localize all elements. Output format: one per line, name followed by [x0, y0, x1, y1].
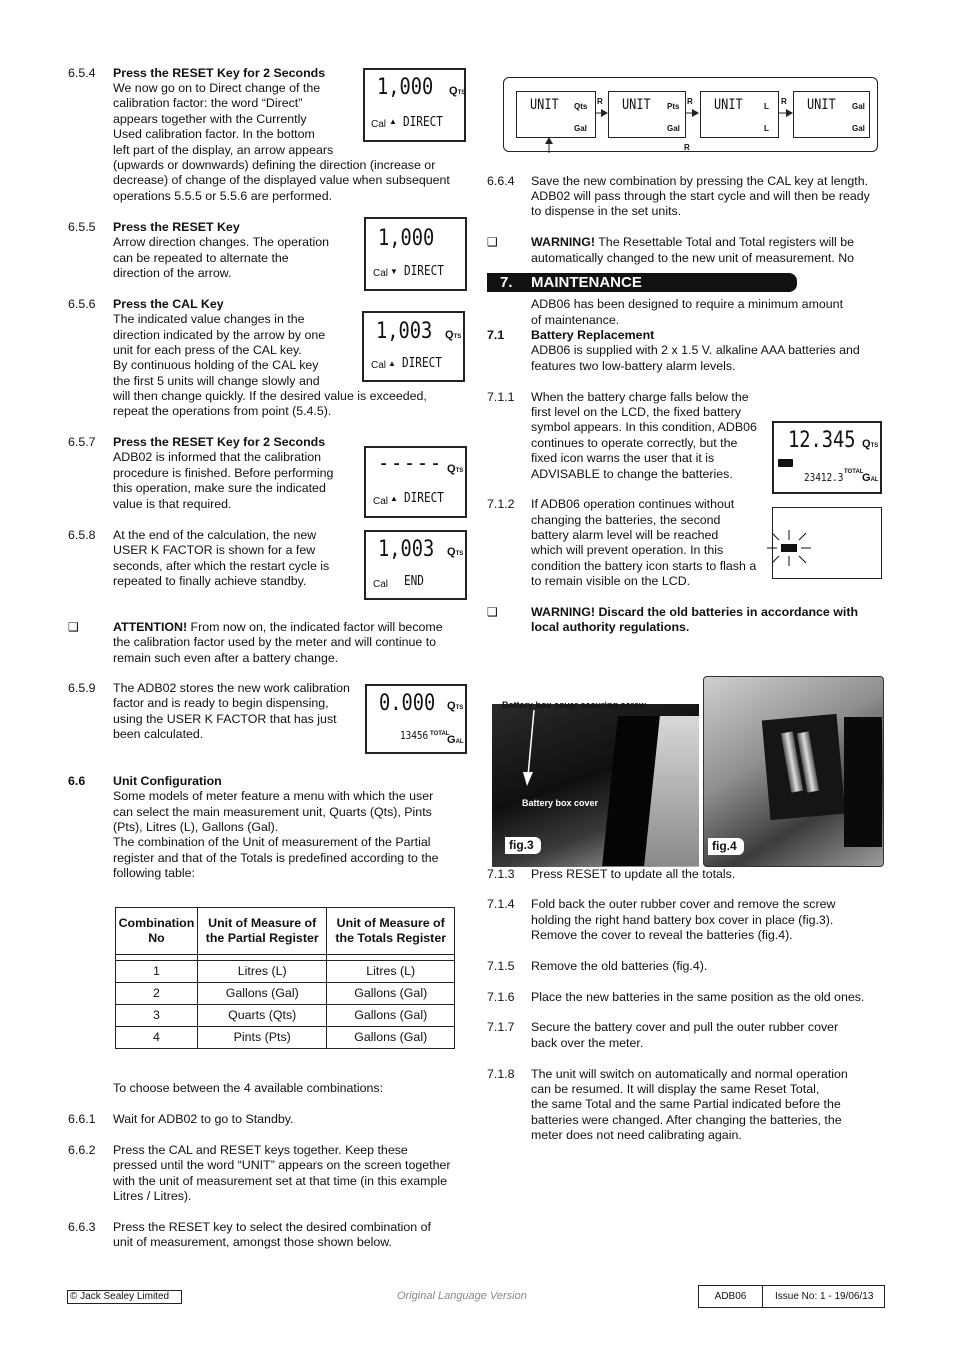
lcd-unit: QTS [445, 329, 462, 341]
text-line: (Pts), Litres (L), Gallons (Gal). [113, 820, 279, 834]
text-line: When the battery charge falls below the [531, 390, 749, 404]
choose-intro: To choose between the 4 available combinations: [113, 1081, 384, 1095]
footer-doc-info [698, 1285, 885, 1308]
lcd-display [362, 311, 465, 382]
text-line: Used calibration factor. In the bottom [113, 127, 315, 141]
figure-label: fig.4 [708, 838, 744, 855]
text-line: battery alarm level will be reached [531, 528, 719, 542]
section-number: 6.6 [68, 774, 86, 788]
lcd-mode: DIRECT [402, 356, 442, 371]
partial-unit: L [764, 102, 769, 111]
text-line: will then change quickly. If the desired value is exceeded, [113, 389, 427, 403]
text-line: using the USER K FACTOR that has just [113, 712, 337, 726]
lcd-display [772, 421, 882, 494]
text-line: direction of the arrow. [113, 266, 232, 280]
text-line: batteries were changed. After changing the batteries, the [531, 1113, 842, 1127]
figure-3-photo [492, 676, 699, 867]
footer-copyright: © Jack Sealey Limited [67, 1290, 182, 1304]
lcd-unit-total: GAL [862, 472, 879, 484]
reset-label: R [781, 97, 787, 106]
table-row [116, 961, 455, 983]
text-line: Save the new combination by pressing the CAL key at length. [531, 174, 869, 188]
text-line: procedure is finished. Before performing [113, 466, 334, 480]
lcd-value: 1,000 [377, 75, 434, 100]
text-line: continues to operate correctly, but the [531, 436, 738, 450]
section-number: 7.1.1 [487, 390, 515, 404]
table-cell: 1 [116, 961, 198, 983]
lcd-total-label: TOTAL [844, 469, 864, 475]
lcd-mode: DIRECT [403, 115, 443, 130]
section-number: 7.1.3 [487, 867, 515, 881]
flashing-battery-icon [763, 522, 823, 572]
text-line: remain such even after a battery change. [113, 651, 339, 665]
text-line: Litres / Litres). [113, 1189, 192, 1203]
table-cell: Litres (L) [197, 961, 327, 983]
text-line: to dispense in the set units. [531, 204, 682, 218]
table-cell: Gallons (Gal) [327, 983, 455, 1005]
unit-cycle-diagram [503, 77, 878, 152]
text-line: The indicated value changes in the [113, 312, 305, 326]
section-header-maintenance [487, 273, 797, 292]
section-number: 6.5.8 [68, 528, 96, 542]
text-line: holding the right hand battery box cover in place (fig.3). [531, 913, 834, 927]
text-line: unit of measurement, amongst those shown below. [113, 1235, 392, 1249]
column-header: Unit of Measure of the Partial Register [197, 908, 327, 955]
table-row [116, 1005, 455, 1027]
battery-icon [778, 459, 793, 467]
lcd-unit: QTS [447, 546, 464, 558]
section-number: 7.1.2 [487, 497, 515, 511]
text-line: pressed until the word “UNIT” appears on the screen together [113, 1158, 451, 1172]
text-line: symbol appears. In this condition, ADB06 [531, 420, 757, 434]
text-line: By continuous holding of the CAL key [113, 358, 319, 372]
section-number: 6.5.4 [68, 66, 96, 80]
text-line: fixed icon warns the user that it is [531, 451, 715, 465]
text-line: can be repeated to alternate the [113, 251, 289, 265]
text-line: which will prevent operation. In this [531, 543, 724, 557]
text-line: can be resumed. It will display the same Reset Total, [531, 1082, 820, 1096]
section-heading: Press the RESET Key for 2 Seconds [113, 66, 326, 80]
unit-panel [608, 91, 686, 138]
lcd-display [364, 446, 467, 518]
text-line: the same Total and the same Partial indicated before the [531, 1097, 841, 1111]
section-number: 6.5.5 [68, 220, 96, 234]
text-line: meter does not need calibrating again. [531, 1128, 742, 1142]
text-line: We now go on to Direct change of the [113, 81, 321, 95]
lcd-display [365, 684, 467, 754]
text-line: decrease) of change of the displayed value when subsequent [113, 173, 450, 187]
section-heading: Unit Configuration [113, 774, 222, 788]
lcd-cal-label: Cal [373, 496, 389, 507]
table-cell: Pints (Pts) [197, 1027, 327, 1049]
text-line: the first 5 units will change slowly and [113, 374, 320, 388]
section-number: 7.1.5 [487, 959, 515, 973]
section-number: 6.5.6 [68, 297, 96, 311]
text-line: appears together with the Currently [113, 112, 307, 126]
text-line: ADVISABLE to change the batteries. [531, 467, 733, 481]
section-title: MAINTENANCE [531, 274, 642, 291]
total-unit: Gal [574, 124, 587, 133]
lcd-unit: QTS [447, 463, 464, 475]
text-line: following table: [113, 866, 195, 880]
section-number: 7. [500, 274, 513, 291]
partial-unit: Gal [852, 102, 865, 111]
reset-label: R [684, 144, 690, 152]
lcd-unit: QTS [862, 438, 879, 450]
unit-word: UNIT [807, 97, 836, 113]
column-header: Unit of Measure of the Totals Register [327, 908, 455, 955]
section-number: 6.5.9 [68, 681, 96, 695]
text-line: back over the meter. [531, 1036, 644, 1050]
table-cell: Gallons (Gal) [327, 1027, 455, 1049]
figure-4-photo [703, 676, 884, 867]
lcd-display [363, 68, 466, 142]
section-number: 7.1 [487, 328, 505, 342]
text-line: seconds, after which the restart cycle is [113, 559, 330, 573]
text-line: ADB06 is supplied with 2 x 1.5 V. alkaline AAA batteries and [531, 343, 860, 357]
table-row [116, 1027, 455, 1049]
table-cell: 2 [116, 983, 198, 1005]
unit-panel [793, 91, 870, 138]
total-unit: L [764, 124, 769, 133]
text-line: The unit will switch on automatically and normal operation [531, 1067, 848, 1081]
text-line: Place the new batteries in the same position as the old ones. [531, 990, 865, 1004]
text-line: At the end of the calculation, the new [113, 528, 317, 542]
reset-label: R [687, 97, 693, 106]
text-line: automatically changed to the new unit of measurement. No [531, 251, 855, 265]
cover-callout: Battery box cover [522, 798, 599, 808]
lcd-total-label: TOTAL [430, 731, 450, 737]
unit-word: UNIT [530, 97, 559, 113]
footer-model: ADB06 [714, 1291, 747, 1302]
lcd-unit: QTS [449, 85, 466, 97]
text-line: with the unit of measurement set at that time (in this example [113, 1174, 448, 1188]
footer-language: Original Language Version [397, 1290, 527, 1302]
text-line: ATTENTION! From now on, the indicated factor will become [113, 620, 443, 634]
section-number: 7.1.8 [487, 1067, 515, 1081]
text-line: this operation, make sure the indicated [113, 481, 326, 495]
text-line: been calculated. [113, 727, 204, 741]
meter-body [844, 717, 882, 847]
partial-unit: Qts [574, 102, 588, 111]
lcd-unit: QTS [447, 700, 464, 712]
text-line: Press RESET to update all the totals. [531, 867, 736, 881]
section-number: 6.6.1 [68, 1112, 96, 1126]
checkbox-bullet-icon: ❑ [487, 235, 498, 249]
column-header: Combination No [116, 908, 198, 955]
text-line: unit for each press of the CAL key. [113, 343, 302, 357]
unit-panel [516, 91, 596, 138]
text-line: Arrow direction changes. The operation [113, 235, 330, 249]
reset-label: R [597, 97, 603, 106]
section-number: 6.6.2 [68, 1143, 96, 1157]
lcd-value: 1,003 [376, 319, 433, 344]
lcd-display [772, 507, 882, 579]
text-line: changing the batteries, the second [531, 513, 721, 527]
section-heading: Battery Replacement [531, 328, 655, 342]
section-number: 6.6.4 [487, 174, 515, 188]
unit-panel [700, 91, 779, 138]
text-line: repeated to finally achieve standby. [113, 574, 307, 588]
text-line: If ADB06 operation continues without [531, 497, 735, 511]
text-line: The ADB02 stores the new work calibration [113, 681, 350, 695]
table-cell: Litres (L) [327, 961, 455, 983]
table-cell: Gallons (Gal) [197, 983, 327, 1005]
text-line: left part of the display, an arrow appears [113, 143, 334, 157]
table-cell: 3 [116, 1005, 198, 1027]
text-line: can select the main measurement unit, Quarts (Qts), Pints [113, 805, 432, 819]
section-heading: Press the RESET Key [113, 220, 240, 234]
text-line: WARNING! The Resettable Total and Total registers will be [531, 235, 854, 249]
text-line: the calibration factor used by the meter and will continue to [113, 635, 437, 649]
unit-word: UNIT [714, 97, 743, 113]
text-line: Remove the old batteries (fig.4). [531, 959, 708, 973]
total-unit: Gal [667, 124, 680, 133]
section-number: 7.1.6 [487, 990, 515, 1004]
text-line: of maintenance. [531, 313, 620, 327]
table-row [116, 983, 455, 1005]
text-line: Fold back the outer rubber cover and remove the screw [531, 897, 836, 911]
lcd-display [364, 530, 467, 600]
lcd-cal-label: Cal [373, 268, 389, 279]
lcd-value: 1,000 [378, 226, 435, 251]
unit-combination-table [115, 907, 455, 1049]
unit-word: UNIT [622, 97, 651, 113]
text-line: to remain visible on the LCD. [531, 574, 691, 588]
footer-issue: Issue No: 1 - 19/06/13 [775, 1291, 874, 1302]
lcd-total-value: 13456 [400, 729, 429, 742]
table-cell: 4 [116, 1027, 198, 1049]
text-line: The combination of the Unit of measurement of the Partial [113, 835, 431, 849]
text-line: register and that of the Totals is predefined according to the [113, 851, 439, 865]
lcd-unit-total: GAL [447, 734, 464, 746]
text-line: local authority regulations. [531, 620, 690, 634]
partial-unit: Pts [667, 102, 680, 111]
arrow-up-icon: ▲ [390, 494, 398, 503]
section-number: 7.1.7 [487, 1020, 515, 1034]
text-line: condition the battery icon starts to flash a [531, 559, 757, 573]
text-line: Wait for ADB02 to go to Standby. [113, 1112, 294, 1126]
lcd-cal-label: Cal [371, 360, 387, 371]
text-line: Secure the battery cover and pull the outer rubber cover [531, 1020, 839, 1034]
arrow-up-icon: ▲ [389, 117, 397, 126]
text-line: first level on the LCD, the fixed battery [531, 405, 742, 419]
callout-arrow [520, 708, 580, 788]
text-line: factor and is ready to begin dispensing, [113, 696, 329, 710]
checkbox-bullet-icon: ❑ [487, 605, 498, 619]
text-line: value is that required. [113, 497, 232, 511]
lcd-mode: END [404, 574, 424, 589]
arrow-down-icon: ▼ [390, 267, 398, 276]
lcd-mode: DIRECT [404, 491, 444, 506]
lcd-value: 12.345 [788, 428, 856, 453]
text-line: ADB02 will pass through the start cycle and will then be ready [531, 189, 870, 203]
table-header-row [116, 908, 455, 955]
section-number: 7.1.4 [487, 897, 515, 911]
text-line: Remove the cover to reveal the batteries (fig.4). [531, 928, 793, 942]
lcd-mode: DIRECT [404, 264, 444, 279]
text-line: ADB02 is informed that the calibration [113, 450, 321, 464]
text-line: ADB06 has been designed to require a minimum amount [531, 297, 844, 311]
figure-label: fig.3 [505, 837, 541, 854]
lcd-value: ----- [378, 451, 443, 476]
footer-divider [762, 1286, 763, 1307]
text-line: calibration factor: the word “Direct” [113, 96, 303, 110]
section-heading: Press the CAL Key [113, 297, 224, 311]
lcd-cal-label: Cal [371, 119, 387, 130]
lcd-value: 0.000 [379, 691, 436, 716]
text-line: WARNING! Discard the old batteries in accordance with [531, 605, 859, 619]
text-line: (upwards or downwards) defining the direction (increase or [113, 158, 436, 172]
text-line: Some models of meter feature a menu with which the user [113, 789, 434, 803]
section-number: 6.6.3 [68, 1220, 96, 1234]
checkbox-bullet-icon: ❑ [68, 620, 79, 634]
screw-callout: Battery box cover securing screw [502, 700, 647, 710]
lcd-display [364, 217, 467, 291]
lcd-value: 1,003 [378, 537, 435, 562]
arrow-up-icon: ▲ [388, 359, 396, 368]
text-line: repeat the operations from point (5.4.5). [113, 404, 332, 418]
table-cell: Gallons (Gal) [327, 1005, 455, 1027]
total-unit: Gal [852, 124, 865, 133]
lcd-total-value: 23412.3 [804, 471, 844, 484]
text-line: direction indicated by the arrow by one [113, 328, 326, 342]
text-line: USER K FACTOR is shown for a few [113, 543, 316, 557]
text-line: operations 5.5.5 or 5.5.6 are performed. [113, 189, 333, 203]
text-line: Press the RESET key to select the desired combination of [113, 1220, 431, 1234]
lcd-cal-label: Cal [373, 579, 389, 590]
section-heading: Press the RESET Key for 2 Seconds [113, 435, 326, 449]
table-cell: Quarts (Qts) [197, 1005, 327, 1027]
section-number: 6.5.7 [68, 435, 96, 449]
text-line: Press the CAL and RESET keys together. Keep these [113, 1143, 408, 1157]
text-line: features two low-battery alarm levels. [531, 359, 736, 373]
